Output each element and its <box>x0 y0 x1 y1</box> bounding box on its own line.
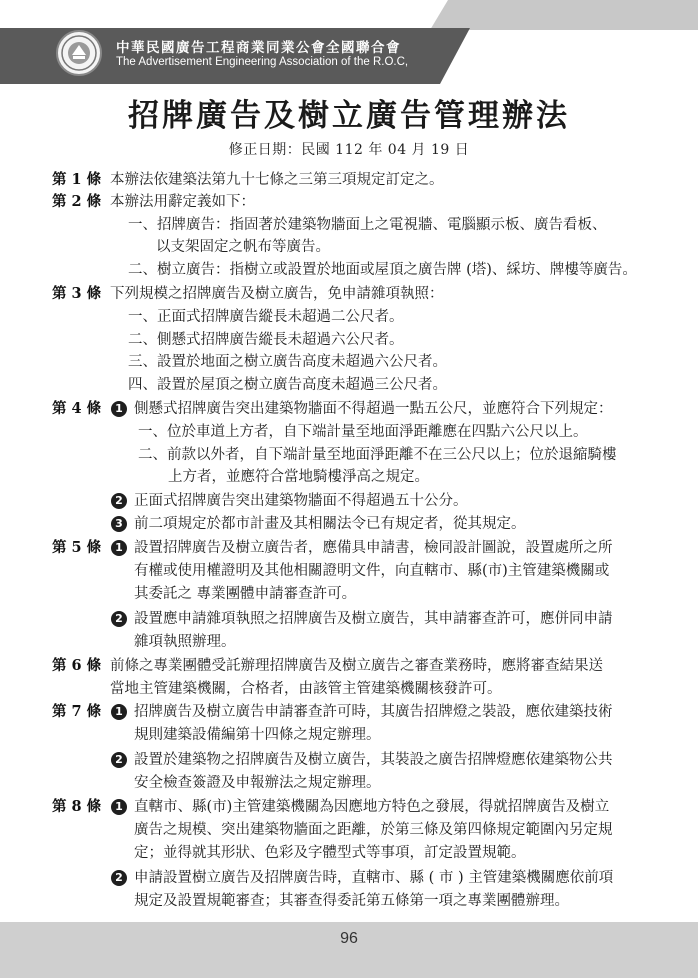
article-line: 安全檢查簽證及申報辦法之規定辦理。 <box>134 775 381 791</box>
article-line: 本辦法用辭定義如下： <box>110 194 255 210</box>
article-line: 規則建築設備編第十四條之規定辦理。 <box>134 727 381 743</box>
article-line: 定；並得就其形狀、色彩及字體型式等事項，訂定設置規範。 <box>134 845 526 861</box>
article-line: 當地主管建築機關，合格者，由該管主管建築機關核發許可。 <box>110 681 502 697</box>
article-line: 有權或使用權證明及其他相關證明文件，向直轄市、縣(市)主管建築機關或 <box>134 563 610 579</box>
paragraph-number-icon: 1 <box>111 540 127 556</box>
paragraph-number-icon: 1 <box>111 401 127 417</box>
article-line: 直轄市、縣(市)主管建築機關為因應地方特色之發展，得就招牌廣告及樹立 <box>134 799 610 815</box>
article-number: 第 8 條 <box>52 798 102 815</box>
article-number: 第 7 條 <box>52 703 102 720</box>
article-line: 下列規模之招牌廣告及樹立廣告，免申請雜項執照： <box>110 286 444 302</box>
paragraph-number-icon: 1 <box>111 704 127 720</box>
document-title: 招牌廣告及樹立廣告管理辦法 <box>128 98 570 134</box>
article-line: 正面式招牌廣告突出建築物牆面不得超過五十公分。 <box>134 493 468 509</box>
article-line: 招牌廣告及樹立廣告申請審查許可時，其廣告招牌燈之裝設，應依建築技術 <box>134 704 613 720</box>
article-line: 上方者，並應符合當地騎樓淨高之規定。 <box>168 469 429 485</box>
article-number: 第 4 條 <box>52 400 102 417</box>
article-line: 四、設置於屋頂之樹立廣告高度未超過三公尺者。 <box>128 377 447 393</box>
article-line: 雜項執照辦理。 <box>134 634 236 650</box>
association-name-en: The Advertisement Engineering Association of the R.O.C, <box>116 56 409 68</box>
article-line: 設置於建築物之招牌廣告及樹立廣告，其裝設之廣告招牌燈應依建築物公共 <box>134 752 613 768</box>
page-number: 96 <box>340 930 358 947</box>
article-line: 三、設置於地面之樹立廣告高度未超過六公尺者。 <box>128 354 447 370</box>
article-line: 前條之專業團體受託辦理招牌廣告及樹立廣告之審查業務時，應將審查結果送 <box>110 658 603 674</box>
paragraph-number-icon: 3 <box>111 516 127 532</box>
article-line: 其委託之 專業團體申請審查許可。 <box>134 586 357 602</box>
article-number: 第 3 條 <box>52 285 102 302</box>
article-line: 設置應申請雜項執照之招牌廣告及樹立廣告，其申請審查許可，應併同申請 <box>134 611 613 627</box>
association-name-zh: 中華民國廣告工程商業同業公會全國聯合會 <box>116 40 401 56</box>
article-line: 側懸式招牌廣告突出建築物牆面不得超過一點五公尺，並應符合下列規定： <box>134 401 613 417</box>
paragraph-number-icon: 2 <box>111 752 127 768</box>
article-number: 第 2 條 <box>52 193 102 210</box>
article-number: 第 6 條 <box>52 657 102 674</box>
article-line: 前二項規定於都市計畫及其相關法令已有規定者，從其規定。 <box>134 516 526 532</box>
article-line: 規定及設置規範審查；其審查得委託第五條第一項之專業團體辦理。 <box>134 893 569 909</box>
article-line: 本辦法依建築法第九十七條之三第三項規定訂定之。 <box>110 172 444 188</box>
article-number: 第 1 條 <box>52 171 102 188</box>
article-line: 廣告之規模、突出建築物牆面之距離，於第三條及第四條規定範圍內另定規 <box>134 822 613 838</box>
article-line: 二、側懸式招牌廣告縱長未超過六公尺者。 <box>128 332 404 348</box>
article-number: 第 5 條 <box>52 539 102 556</box>
article-line: 設置招牌廣告及樹立廣告者，應備具申請書，檢同設計圖說，設置處所之所 <box>134 540 613 556</box>
paragraph-number-icon: 2 <box>111 611 127 627</box>
article-line: 一、位於車道上方者，自下端計量至地面淨距離應在四點六公尺以上。 <box>138 424 588 440</box>
paragraph-number-icon: 1 <box>111 799 127 815</box>
article-line: 以支架固定之帆布等廣告。 <box>156 239 330 255</box>
article-line: 一、正面式招牌廣告縱長未超過二公尺者。 <box>128 309 404 325</box>
article-line: 二、前款以外者，自下端計量至地面淨距離不在三公尺以上；位於退縮騎樓 <box>138 447 617 463</box>
article-line: 一、招牌廣告：指固著於建築物牆面上之電視牆、電腦顯示板、廣告看板、 <box>128 217 607 233</box>
paragraph-number-icon: 2 <box>111 493 127 509</box>
paragraph-number-icon: 2 <box>111 870 127 886</box>
article-line: 申請設置樹立廣告及招牌廣告時，直轄市、縣 ( 市 ) 主管建築機關應依前項 <box>134 870 614 886</box>
amendment-date: 修正日期：民國 112 年 04 月 19 日 <box>228 142 470 158</box>
article-line: 二、樹立廣告：指樹立或設置於地面或屋頂之廣告牌 (塔)、綵坊、牌樓等廣告。 <box>128 262 637 278</box>
